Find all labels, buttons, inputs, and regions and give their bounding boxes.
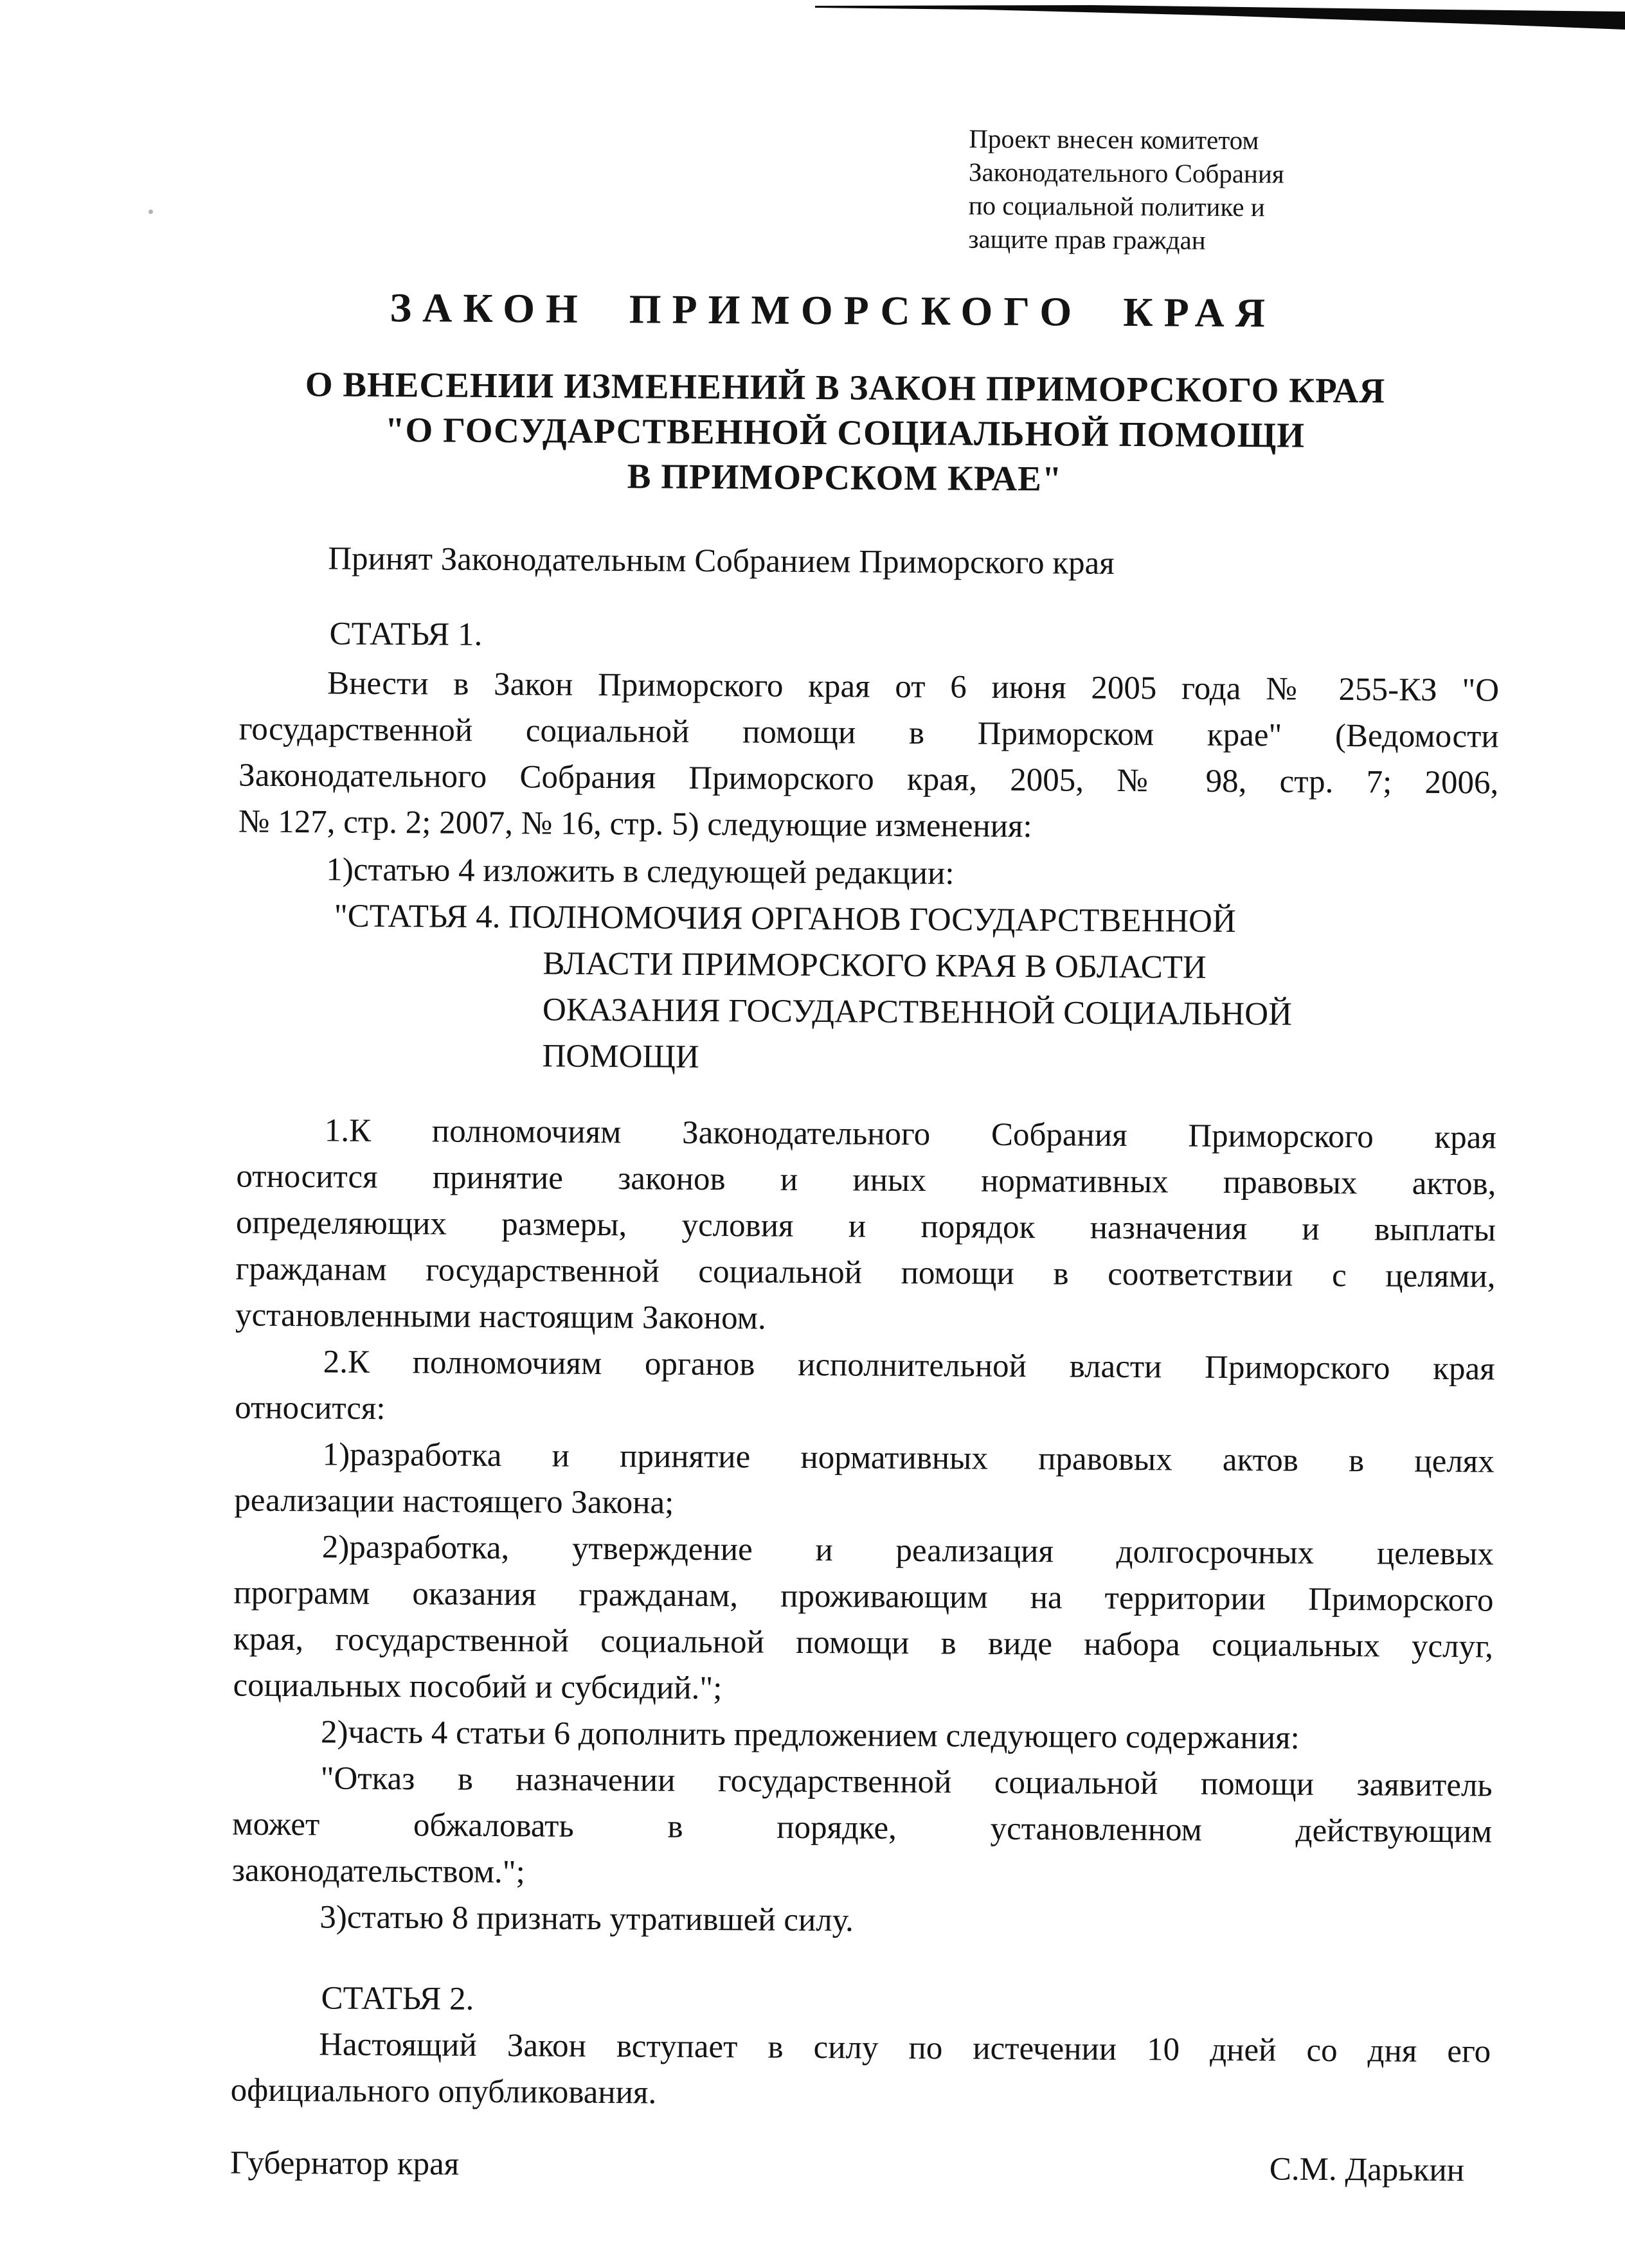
paragraph-line: Внести в Закон Приморского края от 6 июня 2005 года № 255-КЗ "О [327,665,1500,709]
paragraph-line: 1)статью 4 изложить в следующей редакции: [326,852,955,892]
paragraph-line: государственной социальной помощи в Приморском крае" (Ведомости [238,711,1499,755]
paragraph-line: 3)статью 8 признать утратившей силу. [319,1899,854,1939]
article-4-heading [237,893,1498,1085]
law-subtitle-line: В ПРИМОРСКОМ КРАЕ" [627,456,1063,499]
paragraph-1 [235,1107,1496,1346]
paragraph-line: определяющих размеры, условия и порядок назначения и выплаты [235,1204,1496,1249]
signature-role: Губернатор края [229,2145,460,2183]
amendment-2 [233,1709,1493,1763]
paragraph-line: 1.К полномочиям Законодательного Собрания Приморского края [324,1112,1496,1156]
paragraph-line: программ оказания гражданам, проживающим на территории Приморского [233,1575,1494,1619]
paragraph-line: относится: [235,1389,386,1427]
paragraph-line: 2.К полномочиям органов исполнительной власти Приморского края [323,1344,1495,1388]
paragraph-line: относится принятие законов и иных нормативных правовых актов, [236,1158,1496,1202]
adopted-line: Принят Законодательным Собранием Приморского края [328,540,1115,582]
signature-name: С.М. Дарькин [1269,2151,1465,2189]
article-2-body [231,2021,1491,2121]
amendment-1 [238,846,1498,900]
law-subtitle-line: "О ГОСУДАРСТВЕННОЙ СОЦИАЛЬНОЙ ПОМОЩИ [384,409,1306,455]
paragraph-line: гражданам государственной социальной помощи в соответствии с целями, [235,1251,1496,1295]
paragraph-line: официального опубликования. [230,2072,657,2111]
paragraph-line: установленными настоящим Законом. [235,1297,766,1337]
paragraph-line: "Отказ в назначении государственной социальной помощи заявитель [320,1760,1493,1804]
law-subtitle-line: О ВНЕСЕНИИ ИЗМЕНЕНИЙ В ЗАКОН ПРИМОРСКОГО КРАЯ [305,364,1386,411]
subitem-1 [234,1431,1495,1531]
article-1-heading: СТАТЬЯ 1. [329,616,483,653]
law-title: ЗАКОН ПРИМОРСКОГО КРАЯ [390,284,1277,336]
heading-line: ОКАЗАНИЯ ГОСУДАРСТВЕННОЙ СОЦИАЛЬНОЙ [542,992,1293,1033]
amendment-3 [231,1894,1491,1948]
paragraph-line: края, государственной социальной помощи в виде набора социальных услуг, [233,1621,1494,1665]
heading-line: "СТАТЬЯ 4. ПОЛНОМОЧИЯ ОРГАНОВ ГОСУДАРСТВЕННОЙ [334,898,1236,940]
header-note-line: Проект внесен комитетом [969,123,1259,156]
paragraph-line: законодательством."; [231,1852,525,1891]
heading-line: ВЛАСТИ ПРИМОРСКОГО КРАЯ В ОБЛАСТИ [543,945,1207,986]
header-note-line: защите прав граждан [968,224,1206,255]
refusal-paragraph [232,1755,1493,1902]
heading-line: ПОМОЩИ [542,1038,699,1075]
paragraph-line: 2)часть 4 статьи 6 дополнить предложением следующего содержания: [320,1714,1300,1756]
paragraph-line: социальных пособий и субсидий."; [233,1667,723,1707]
law-subtitle [202,361,1488,504]
paragraph-line: Настоящий Закон вступает в силу по истечении 10 дней со дня его [319,2026,1491,2070]
article-2-heading: СТАТЬЯ 2. [321,1980,474,2017]
paragraph-line: Законодательного Собрания Приморского края, 2005, № 98, стр. 7; 2006, [238,757,1499,801]
subitem-2 [233,1524,1494,1717]
paragraph-line: 1)разработка и принятие нормативных правовых актов в целях [322,1436,1495,1480]
paragraph-line: 2)разработка, утверждение и реализация долгосрочных целевых [321,1529,1495,1573]
paragraph-line: № 127, стр. 2; 2007, № 16, стр. 5) следующие изменения: [238,803,1032,845]
header-note [968,121,1284,257]
paragraph-line: может обжаловать в порядке, установленном действующим [232,1806,1493,1850]
header-note-line: Законодательного Собрания [968,157,1284,189]
article-1-intro [238,660,1500,853]
paragraph-2 [235,1339,1495,1439]
paragraph-line: реализации настоящего Закона; [234,1482,674,1521]
signature-row [230,2145,1464,2190]
header-note-line: по социальной политике и [968,190,1265,222]
